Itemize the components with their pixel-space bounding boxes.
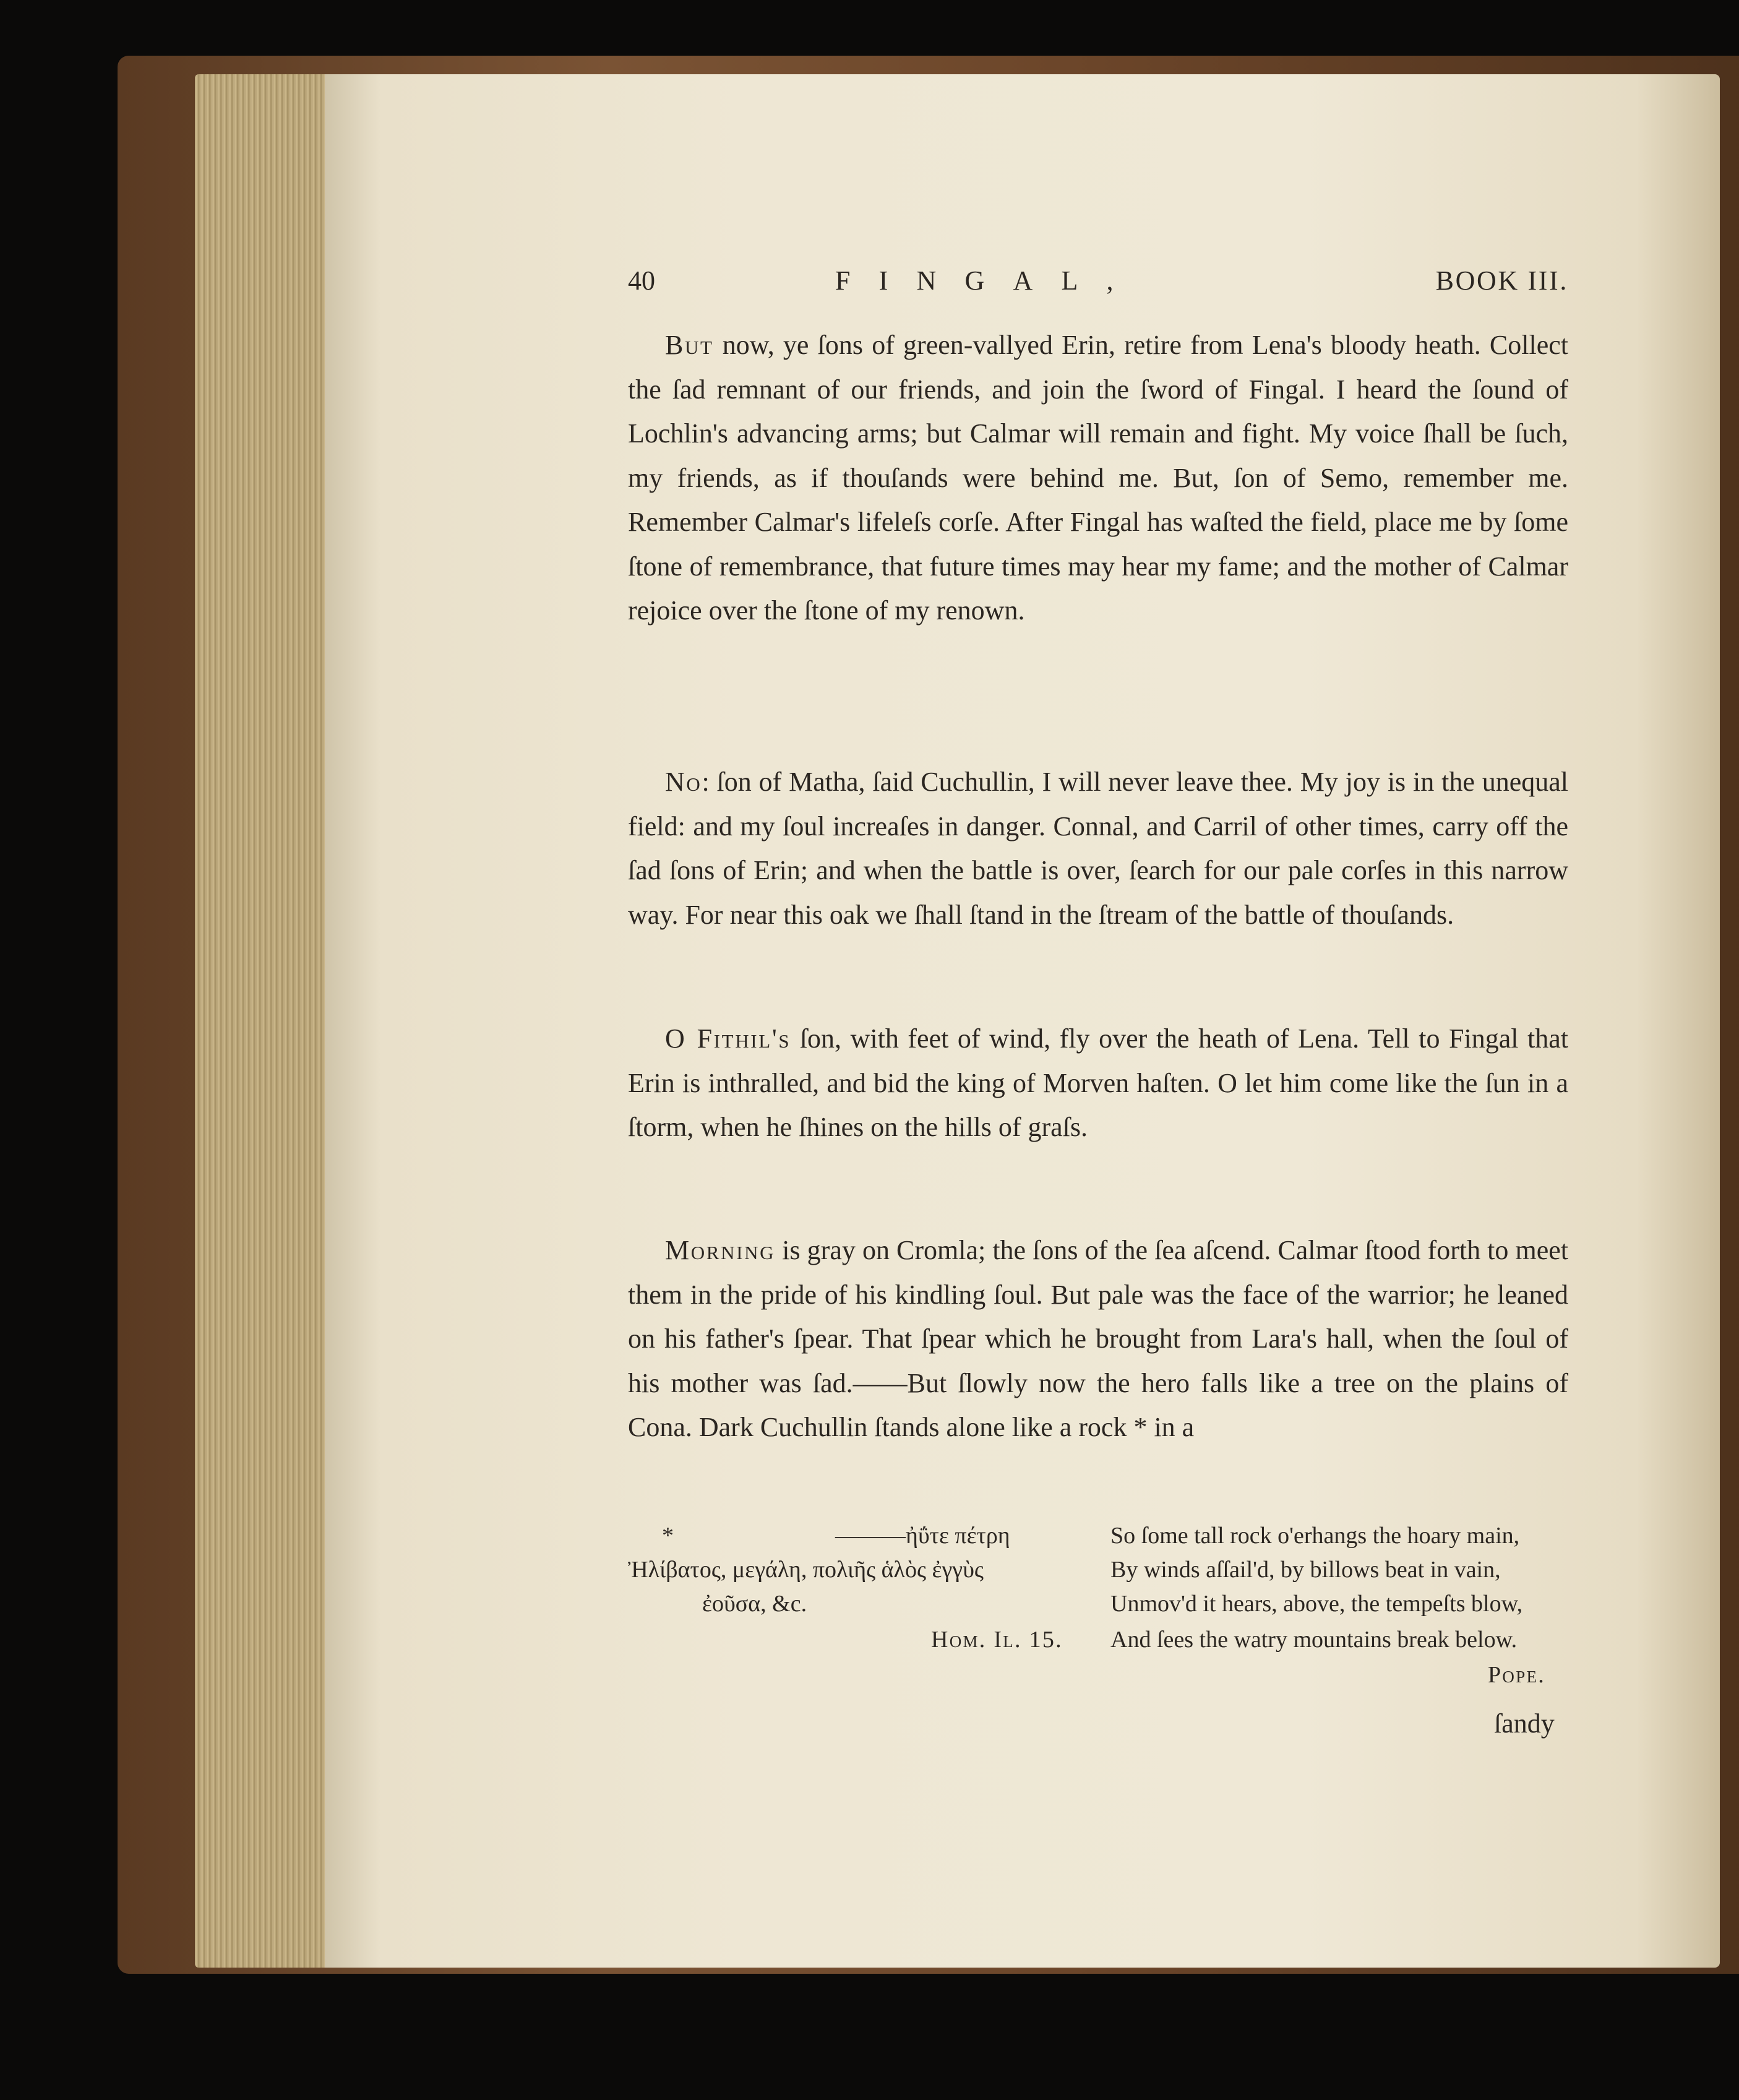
book-label: BOOK III. xyxy=(1435,265,1568,296)
paragraph-lead: Morning xyxy=(665,1235,776,1265)
running-title: FINGAL, xyxy=(835,265,1142,296)
verse-line-2: By winds aſſail'd, by billows beat in vain, xyxy=(1110,1557,1501,1583)
verse-line-1: So ſome tall rock o'erhangs the hoary main, xyxy=(1110,1523,1520,1549)
paragraph-3 xyxy=(628,1017,1568,1150)
verse-line-3: Unmov'd it hears, above, the tempeſts blow, xyxy=(1110,1591,1523,1617)
paragraph-lead: O Fithil's xyxy=(665,1023,791,1054)
paragraph-1 xyxy=(628,323,1568,633)
greek-line-2: Ἠλίβατος, μεγάλη, πολιῆς ἁλὸς ἐγγὺς xyxy=(628,1557,984,1583)
paragraph-4 xyxy=(628,1228,1568,1450)
page-number: 40 xyxy=(628,265,655,296)
page-edges xyxy=(195,74,331,1968)
greek-line-1: ———ἠΰτε πέτρη xyxy=(835,1523,1010,1549)
verse-author: Pope. xyxy=(1488,1662,1546,1688)
verse-line-4: And ſees the watry mountains break below. xyxy=(1110,1627,1518,1653)
footnote-citation: Hom. Il. 15. xyxy=(931,1627,1063,1653)
catchword: ſandy xyxy=(1494,1708,1555,1739)
paragraph-lead: But xyxy=(665,330,714,360)
paragraph-text: : ſon of Matha, ſaid Cuchullin, I will never leave thee. My joy is in the unequal field: and my ſoul increaſes in danger. Connal, and Carril of other times, carry off the ſad ſons of Erin; and when the battle is over, ſearch for our pale corſes in this narrow way. For near this oak we ſhall ſtand in the ſtream of the battle of thouſands. xyxy=(628,767,1568,930)
paragraph-text: now, ye ſons of green-vallyed Erin, retire from Lena's bloody heath. Collect the ſad remnant of our friends, and join the ſword of Fingal. I heard the ſound of Lochlin's advancing arms; but Calmar will remain and fight. My voice ſhall be ſuch, my friends, as if thouſands were behind me. But, ſon of Semo, remember me. Remember Calmar's lifeleſs corſe. After Fingal has waſted the field, place me by ſome ſtone of remembrance, that future times may hear my fame; and the mother of Calmar rejoice over the ſtone of my renown. xyxy=(628,330,1568,626)
greek-line-3: ἐοῦσα, &c. xyxy=(702,1591,807,1617)
paragraph-lead: No xyxy=(665,767,702,797)
footnote-marker: * xyxy=(662,1523,674,1549)
footnote-greek xyxy=(628,1519,1101,1680)
running-header xyxy=(628,265,1568,308)
paragraph-text: ſon, with feet of wind, fly over the heath of Lena. Tell to Fingal that Erin is inthralled, and bid the king of Morven haſten. O let him come like the ſun in a ſtorm, when he ſhines on the hills of graſs. xyxy=(628,1023,1568,1142)
paragraph-text: is gray on Cromla; the ſons of the ſea aſcend. Calmar ſtood forth to meet them in the pride of his kindling ſoul. But pale was the face of the warrior; he leaned on his father's ſpear. That ſpear which he brought from Lara's hall, when the ſoul of his mother was ſad.——But ſlowly now the hero falls like a tree on the plains of Cona. Dark Cuchullin ſtands alone like a rock * in a xyxy=(628,1235,1568,1442)
paragraph-2 xyxy=(628,760,1568,937)
